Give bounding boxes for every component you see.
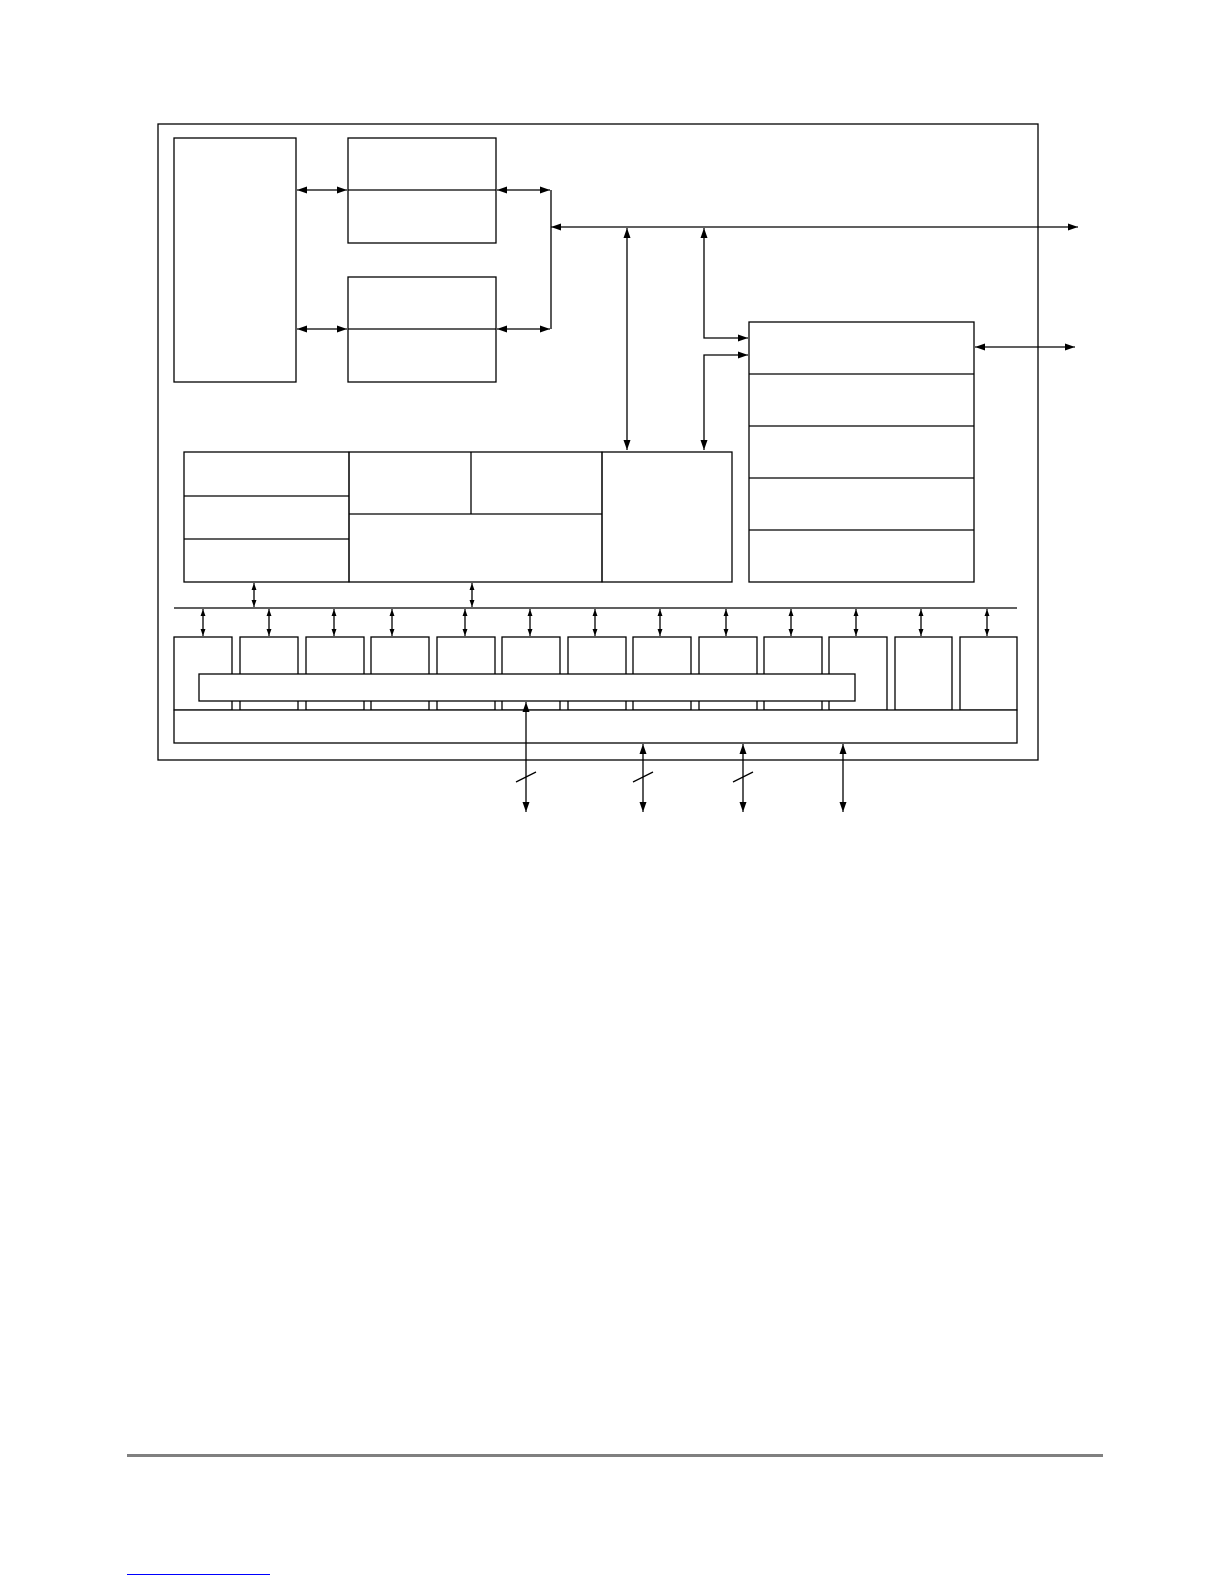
arrow-right-stack-to-center-block (704, 355, 748, 450)
peripheral-module-12 (895, 637, 952, 710)
left-tall-block (174, 138, 296, 382)
peripheral-module-13 (960, 637, 1017, 710)
middle-center-block (349, 452, 602, 582)
pin-mux-bar (199, 674, 855, 701)
middle-left-block (184, 452, 349, 582)
right-stack (749, 322, 974, 582)
footer-rule (127, 1454, 1103, 1457)
arrow-bus-to-right-stack (704, 228, 748, 338)
footer-link-underline[interactable] (127, 1574, 270, 1575)
middle-right-block (602, 452, 732, 582)
outer-boundary (158, 124, 1038, 760)
io-strip (174, 710, 1017, 743)
